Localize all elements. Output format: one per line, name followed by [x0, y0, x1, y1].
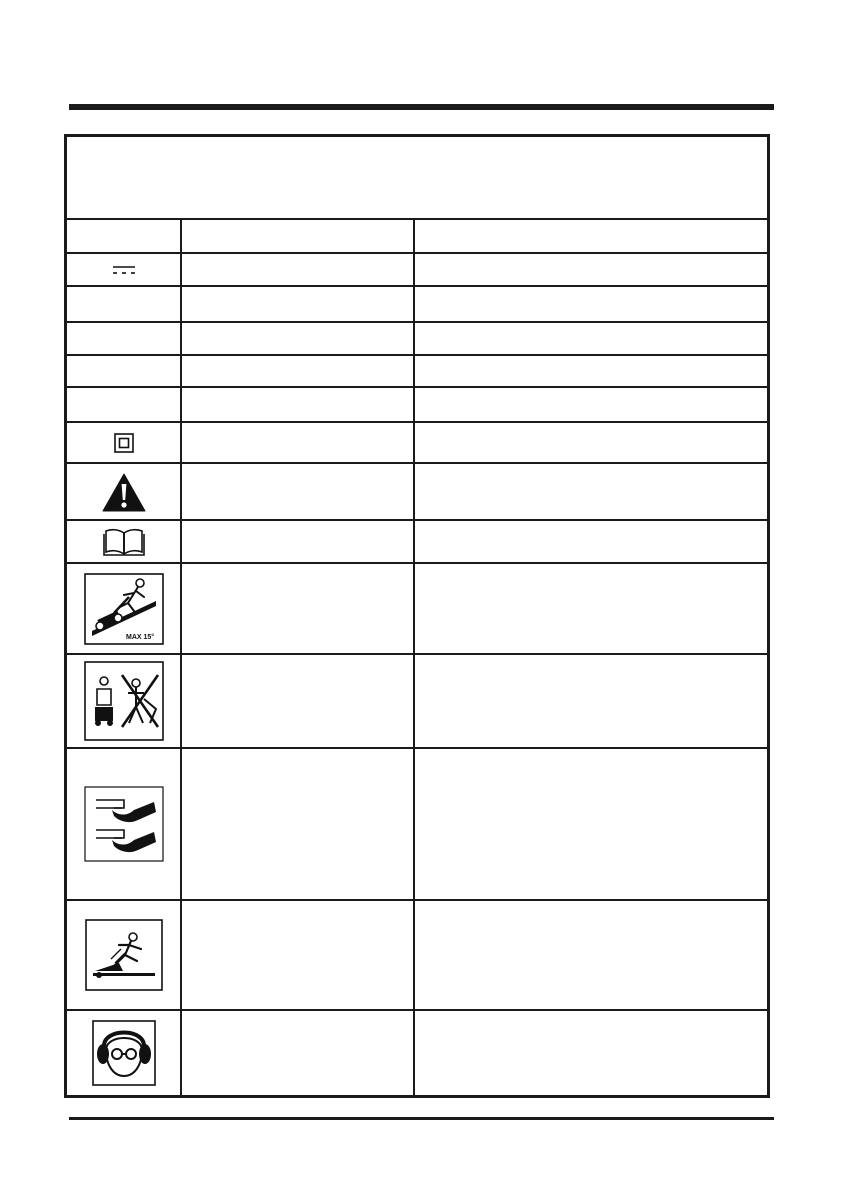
warning-triangle-icon — [102, 472, 146, 512]
symbol-cell — [67, 901, 180, 1009]
slope-max-label: MAX 15° — [125, 633, 154, 641]
symbol-name — [180, 423, 413, 462]
table-row — [67, 519, 767, 562]
symbol-meaning — [413, 323, 767, 354]
symbol-meaning — [413, 388, 767, 421]
table-row — [67, 386, 767, 421]
symbol-meaning — [413, 423, 767, 462]
symbol-cell — [67, 464, 180, 519]
table-row — [67, 321, 767, 354]
symbol-meaning — [413, 287, 767, 321]
table-row — [67, 354, 767, 386]
symbols-panel — [64, 134, 770, 1098]
bottom-rule — [69, 1117, 774, 1120]
symbol-meaning — [413, 749, 767, 899]
symbol-meaning — [413, 655, 767, 747]
symbol-name — [180, 287, 413, 321]
symbol-meaning — [413, 901, 767, 1009]
symbol-meaning — [413, 564, 767, 653]
symbol-name — [180, 254, 413, 285]
symbol-cell — [67, 388, 180, 421]
symbol-cell — [67, 564, 180, 653]
table-row — [67, 252, 767, 285]
table-row — [67, 747, 767, 899]
double-insulation-icon — [114, 433, 134, 453]
panel-title — [67, 137, 767, 218]
symbol-name — [180, 564, 413, 653]
table-row — [67, 899, 767, 1009]
symbol-cell — [67, 254, 180, 285]
symbol-cell — [67, 521, 180, 562]
table-row — [67, 562, 767, 653]
column-header-symbol — [67, 220, 180, 252]
symbol-name — [180, 388, 413, 421]
symbol-cell — [67, 655, 180, 747]
symbol-cell — [67, 423, 180, 462]
symbol-cell — [67, 749, 180, 899]
top-rule — [69, 104, 774, 110]
symbol-name — [180, 1011, 413, 1095]
column-header-name — [180, 220, 413, 252]
foot-blade-hazard-icon — [85, 919, 163, 991]
symbol-cell — [67, 1011, 180, 1095]
symbol-meaning — [413, 356, 767, 386]
symbol-name — [180, 655, 413, 747]
table-row — [67, 1009, 767, 1095]
symbol-name — [180, 356, 413, 386]
symbol-meaning — [413, 464, 767, 519]
hand-blade-hazard-icon — [84, 786, 164, 862]
symbol-cell — [67, 323, 180, 354]
symbol-meaning — [413, 254, 767, 285]
symbol-meaning — [413, 1011, 767, 1095]
symbol-cell — [67, 356, 180, 386]
table-header-row — [67, 218, 767, 252]
table-row — [67, 462, 767, 519]
symbol-cell — [67, 287, 180, 321]
eye-ear-protection-icon — [92, 1020, 156, 1086]
table-row — [67, 653, 767, 747]
symbol-name — [180, 901, 413, 1009]
symbol-name — [180, 464, 413, 519]
dc-current-icon — [112, 265, 136, 275]
keep-bystanders-away-icon — [84, 661, 164, 741]
column-header-meaning — [413, 220, 767, 252]
symbol-name — [180, 521, 413, 562]
symbol-meaning — [413, 521, 767, 562]
read-manual-icon — [103, 527, 145, 557]
slope-max-icon — [84, 573, 164, 645]
table-row — [67, 285, 767, 321]
table-row — [67, 421, 767, 462]
symbol-name — [180, 749, 413, 899]
symbol-name — [180, 323, 413, 354]
